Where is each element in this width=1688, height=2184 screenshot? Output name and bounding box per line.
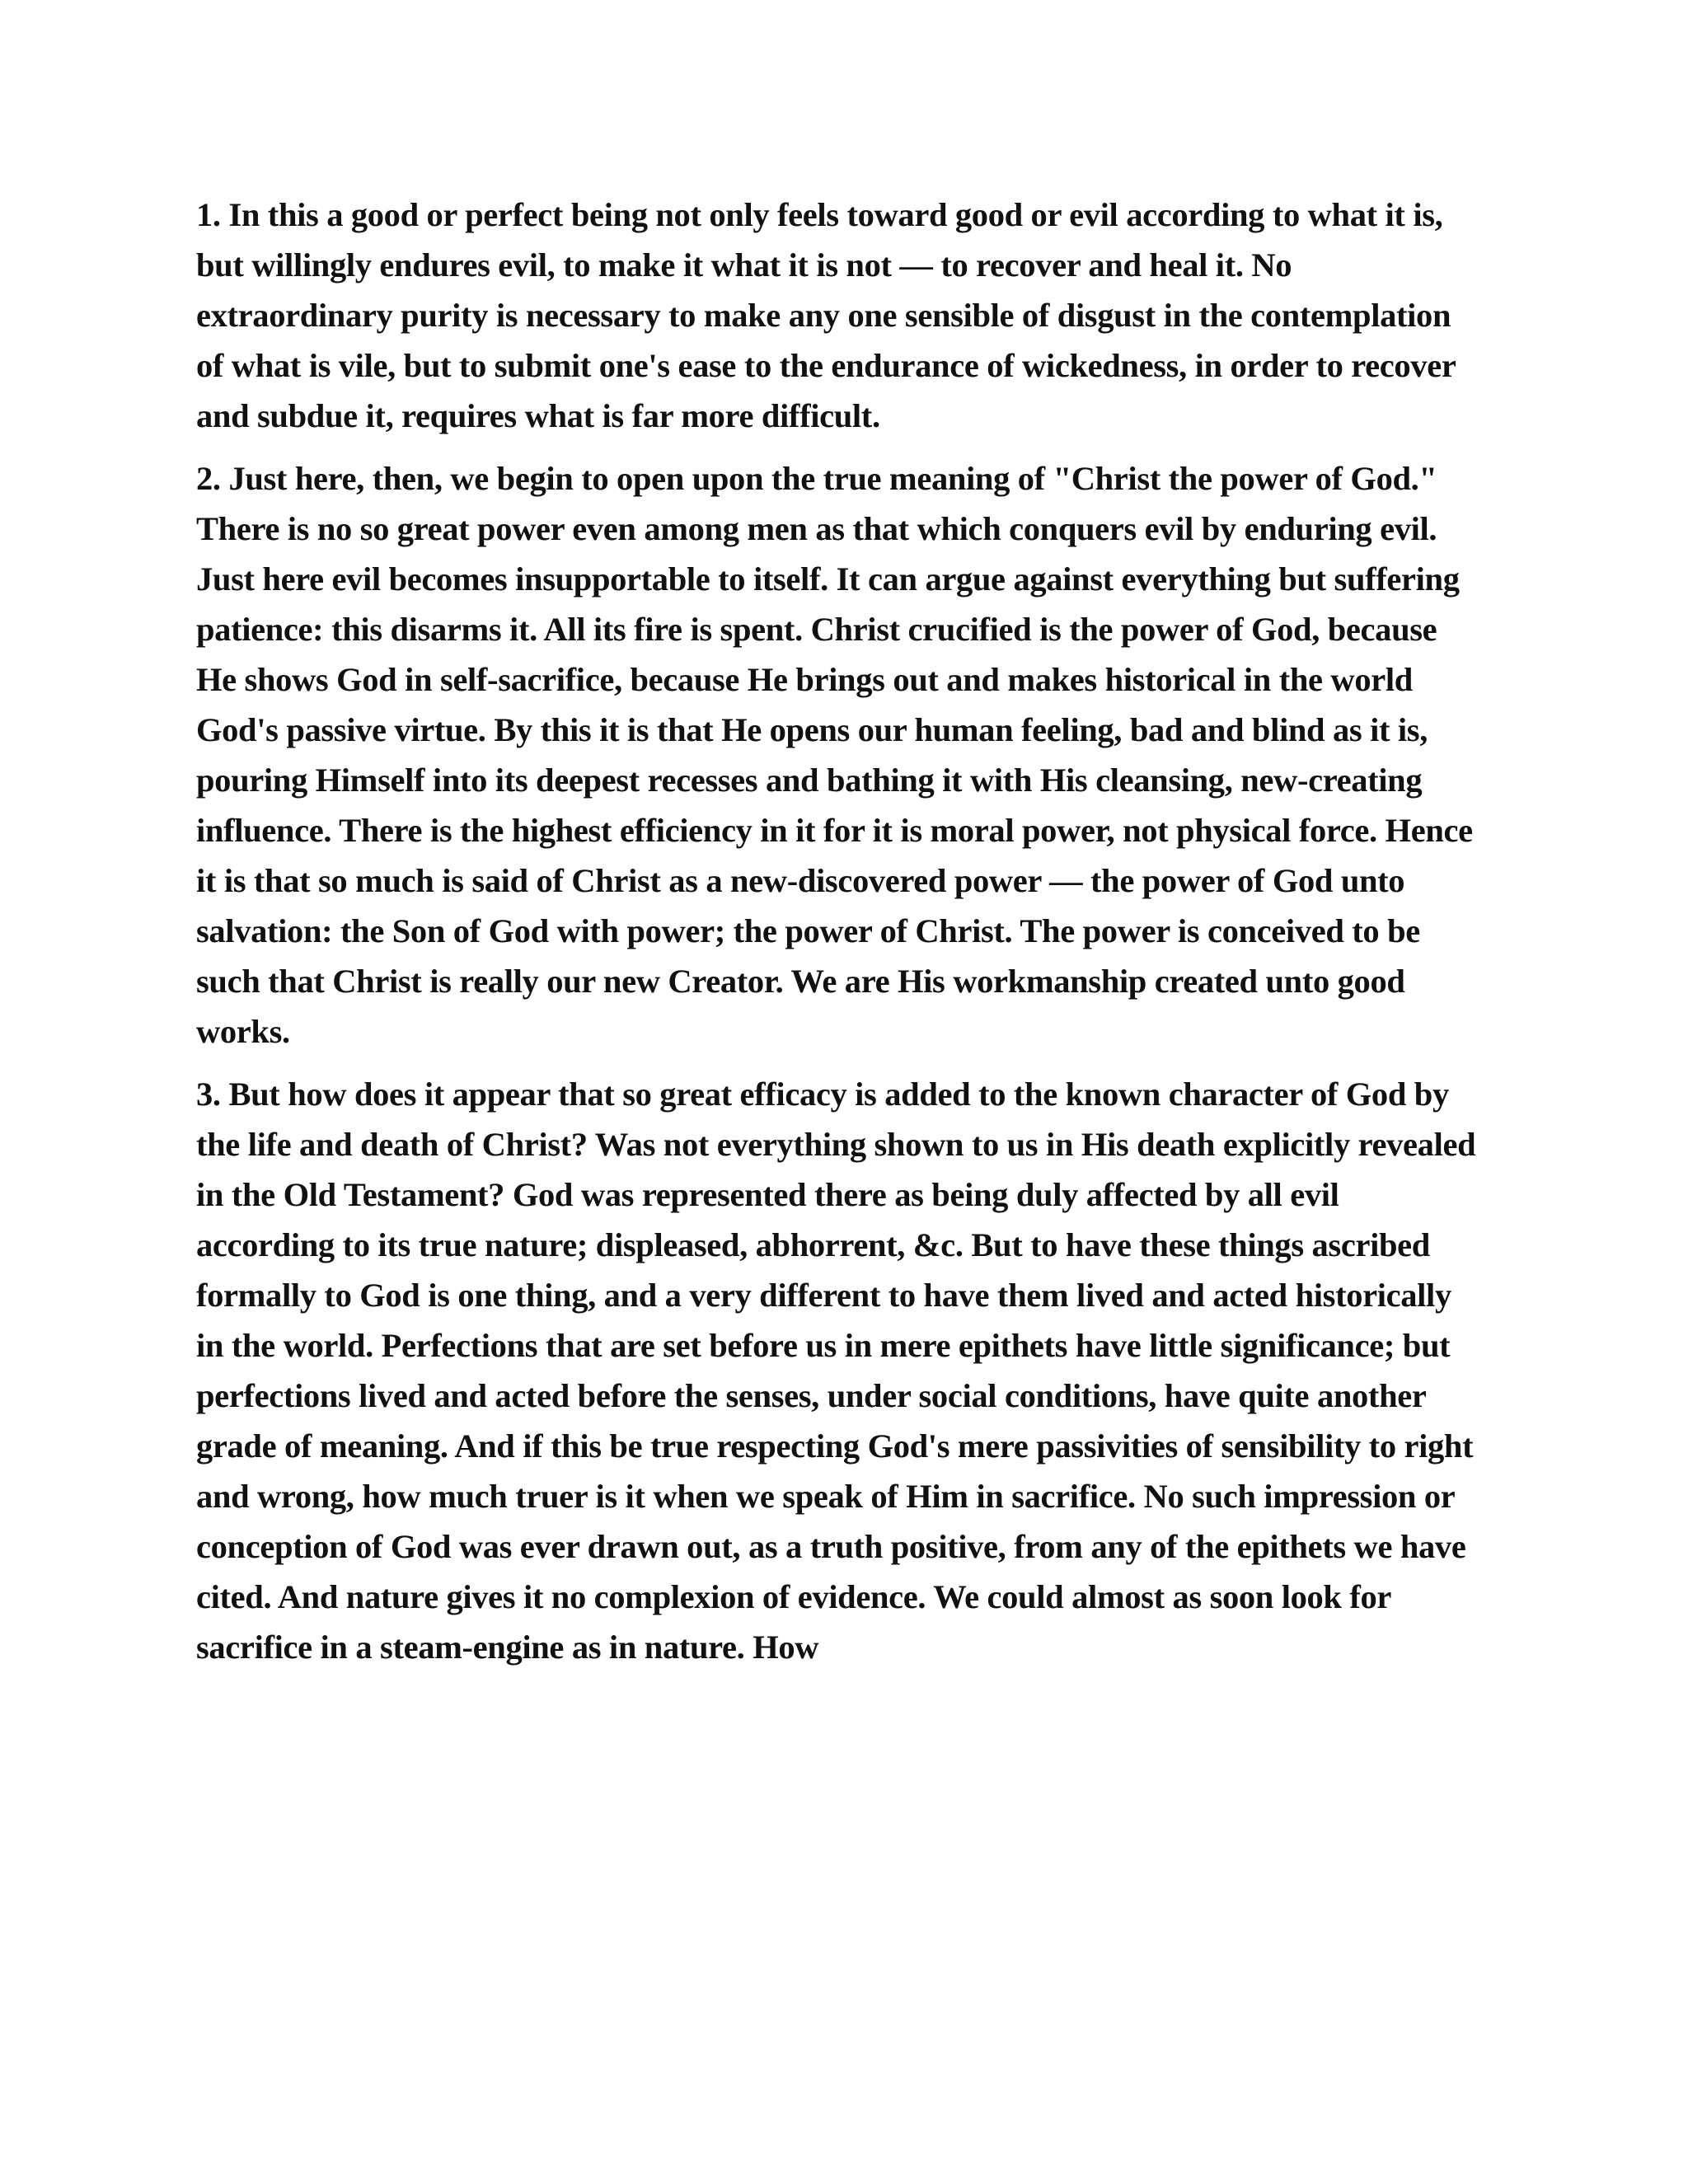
paragraph-3: 3. But how does it appear that so great efficacy is added to the known character of God by the life and death of Christ? Was not everything shown to us in His death explicitly revealed in the Old Testament? God was represented there as being duly affected by all evil according to its true nature; displeased, abhorrent, &c. But to have these things ascribed formally to God is one thing, and a very different to have them lived and acted historically in the world. Perfections that are set before us in mere epithets have little significance; but perfections lived and acted before the senses, under social conditions, have quite another grade of meaning. And if this be true respecting God's mere passivities of sensibility to right and wrong, how much truer is it when we speak of Him in sacrifice. No such impression or conception of God was ever drawn out, as a truth positive, from any of the epithets we have cited. And nature gives it no complexion of evidence. We could almost as soon look for sacrifice in a steam-engine as in nature. How <box>196 1076 1476 1666</box>
paragraph-2: 2. Just here, then, we begin to open upon the true meaning of "Christ the power of God." There is no so great power even among men as that which conquers evil by enduring evil. Just here evil becomes insupportable to itself. It can argue against everything but suffering patience: this disarms it. All its fire is spent. Christ crucified is the power of God, because He shows God in self-sacrifice, because He brings out and makes historical in the world God's passive virtue. By this it is that He opens our human feeling, bad and blind as it is, pouring Himself into its deepest recesses and bathing it with His cleansing, new-creating influence. There is the highest efficiency in it for it is moral power, not physical force. Hence it is that so much is said of Christ as a new-discovered power — the power of God unto salvation: the Son of God with power; the power of Christ. The power is conceived to be such that Christ is really our new Creator. We are His workmanship created unto good works. <box>196 460 1473 1050</box>
paragraph-1: 1. In this a good or perfect being not only feels toward good or evil according to what it is, but willingly endures evil, to make it what it is not — to recover and heal it. No extraordinary purity is necessary to make any one sensible of disgust in the contemplation of what is vile, but to submit one's ease to the endurance of wickedness, in order to recover and subdue it, requires what is far more difficult. <box>196 196 1456 434</box>
body-text <box>196 190 1482 1685</box>
